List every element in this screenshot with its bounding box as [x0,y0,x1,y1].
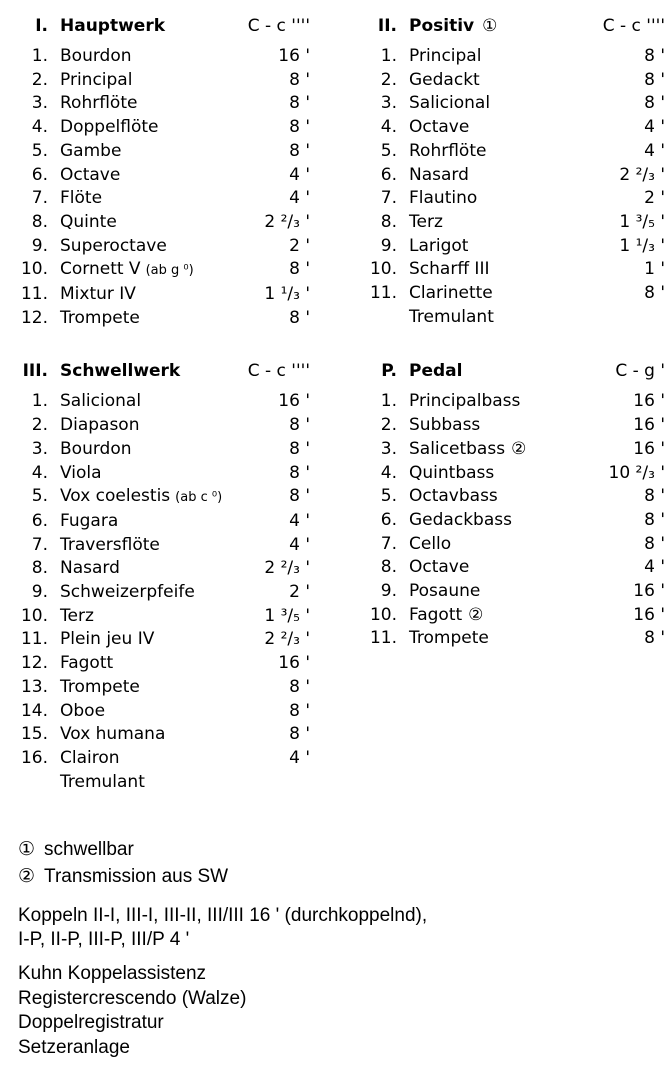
stop-pitch: 1 ¹/₃ ' [264,284,310,305]
stop-pitch: 2 ' [289,235,310,256]
circled-1-icon: ① [18,839,36,861]
stop-number: 2. [31,69,48,90]
stop-footnote-mark: ② [468,604,484,625]
stop-name: Salicional [60,391,142,412]
stop-pitch: 16 ' [278,653,310,674]
division-pedal [367,359,665,651]
stop-row [18,557,310,581]
stop-pitch: 8 ' [289,700,310,721]
division-name: Pedal [409,361,463,382]
division-schwellwerk [18,359,310,794]
stop-row [18,771,310,795]
footnote-text: schwellbar [44,839,134,861]
stop-name: Principalbass [409,391,521,412]
stop-number: 11. [369,283,397,304]
stop-name: Salicional [409,93,491,114]
stop-pitch: 16 ' [278,46,310,66]
stop-row [367,69,665,93]
stop-row [367,485,665,509]
stop-row [18,700,310,724]
stop-row [367,306,665,330]
stop-number: 8. [380,557,397,578]
feature-setzeranlage: Setzeranlage [18,1036,130,1058]
footnotes-block [18,836,665,890]
stop-number: 11. [20,629,48,650]
stop-row [18,581,310,605]
stop-number: 6. [31,164,48,185]
stop-pitch: 4 ' [289,534,310,555]
stop-number: 7. [31,534,48,555]
stop-number: 1. [380,46,397,66]
stop-row [18,747,310,771]
stop-row [18,283,310,307]
stop-name: Quinte [60,211,117,232]
stop-name: Posaune [409,581,481,602]
stop-row [18,534,310,558]
stop-name: Vox coelestis [60,486,171,507]
stop-name: Terz [60,605,94,626]
stop-number: 8. [380,211,397,232]
stop-number: 9. [31,235,48,256]
stop-number: 1. [31,391,48,412]
stop-pitch: 8 ' [289,140,310,161]
stop-pitch: 8 ' [289,69,310,90]
stop-number: 1. [380,391,397,412]
stop-number: 16. [20,747,48,768]
division-name: Schwellwerk [60,361,181,382]
stop-pitch: 8 ' [289,486,310,507]
stop-name: Principal [409,46,482,66]
stop-pitch: 1 ³/₅ ' [619,211,665,232]
stop-name: Trompete [409,628,489,649]
division-numeral: P. [381,361,397,382]
stop-row [367,627,665,651]
stop-number: 11. [20,284,48,305]
stop-pitch: 4 ' [289,510,310,531]
stop-number: 8. [31,211,48,232]
couplers-block [18,904,665,951]
division-numeral: III. [22,361,48,382]
stop-name: Octave [60,164,121,185]
stop-pitch: 8 ' [644,46,665,66]
stop-list [18,45,310,330]
stop-name: Scharff III [409,259,490,280]
stop-name: Salicetbass [409,438,506,459]
stop-number: 11. [369,628,397,649]
stop-row [367,116,665,140]
stop-name: Doppelflöte [60,117,159,138]
stop-pitch: 4 ' [289,188,310,209]
stop-pitch: 10 ²/₃ ' [608,462,665,483]
stop-row [367,556,665,580]
stop-number: 5. [31,486,48,507]
stop-number: 6. [380,164,397,185]
stop-row [367,462,665,486]
stop-pitch: 4 ' [289,747,310,768]
stop-name: Cornett V [60,259,141,280]
stop-pitch: 1 ¹/₃ ' [619,235,665,256]
division-compass: C - c '''' [247,361,310,382]
stop-number: 14. [20,700,48,721]
stop-pitch: 8 ' [289,307,310,328]
stop-name: Principal [60,69,133,90]
couplers-line-1: Koppeln II-I, III-I, III-II, III/III 16 ' (durchkoppelnd), [18,905,428,927]
division-header [18,359,310,383]
stop-pitch: 16 ' [633,581,665,602]
stop-number: 2. [31,415,48,436]
stop-pitch: 2 ²/₃ ' [619,164,665,185]
stop-pitch: 8 ' [289,259,310,280]
stop-number: 3. [380,438,397,459]
stop-row [18,45,310,69]
stop-pitch: 4 ' [644,557,665,578]
stop-name: Bourdon [60,438,132,459]
stop-row [18,92,310,116]
stop-name: Plein jeu IV [60,629,155,650]
stop-row [367,45,665,69]
stop-pitch: 1 ' [644,259,665,280]
stop-row [18,140,310,164]
stop-row [18,462,310,486]
stop-name: Terz [409,211,443,232]
stop-name: Fagott [60,653,114,674]
stop-pitch: 1 ³/₅ ' [264,605,310,626]
stop-name: Nasard [409,164,469,185]
stop-name: Mixtur IV [60,284,136,305]
division-header [367,14,665,38]
stop-row [367,282,665,306]
stop-pitch: 8 ' [644,93,665,114]
stop-pitch: 4 ' [289,164,310,185]
stop-name: Quintbass [409,462,495,483]
stop-name: Fugara [60,510,119,531]
stop-name: Superoctave [60,235,167,256]
features-block [18,962,665,1060]
stop-number: 1. [31,46,48,66]
stop-name: Flöte [60,188,103,209]
stop-number: 12. [20,653,48,674]
stop-number: 7. [31,188,48,209]
stop-row [18,390,310,414]
stop-name: Octave [409,557,470,578]
stop-row [367,92,665,116]
stop-name: Tremulant [60,771,145,792]
division-name: Hauptwerk [60,16,166,36]
stop-row [18,307,310,331]
division-numeral: I. [35,16,48,36]
stop-number: 9. [380,235,397,256]
stop-pitch: 8 ' [644,628,665,649]
stop-number: 4. [380,117,397,138]
stop-name: Diapason [60,415,140,436]
stop-row [18,69,310,93]
couplers-line-2: I-P, II-P, III-P, III/P 4 ' [18,928,190,950]
stop-number: 5. [380,140,397,161]
stop-number: 3. [380,93,397,114]
stop-pitch: 2 ' [289,582,310,603]
footnote-schwellbar [18,836,665,863]
stop-row [18,723,310,747]
stop-pitch: 8 ' [644,283,665,304]
stop-row [18,164,310,188]
stop-pitch: 8 ' [289,93,310,114]
stop-number: 10. [369,604,397,625]
stop-range-note: (ab g ⁰) [145,263,194,279]
stop-row [367,390,665,414]
feature-registercrescendo: Registercrescendo (Walze) [18,987,247,1009]
division-hauptwerk [18,14,310,330]
stop-number: 5. [380,486,397,507]
stop-list [367,45,665,329]
feature-koppelassistenz: Kuhn Koppelassistenz [18,963,207,985]
stop-row [18,485,310,510]
stop-number: 2. [380,69,397,90]
stop-name: Trompete [60,676,140,697]
stop-number: 15. [20,724,48,745]
stop-name: Rohrflöte [409,140,487,161]
stop-name: Bourdon [60,46,132,66]
division-numeral: II. [377,16,397,36]
stop-number: 5. [31,140,48,161]
stop-row [18,510,310,534]
stop-pitch: 4 ' [644,117,665,138]
stop-name: Octave [409,117,470,138]
stop-row [367,509,665,533]
stop-footnote-mark: ② [511,438,527,459]
stop-name: Subbass [409,415,481,436]
stop-pitch: 16 ' [633,415,665,436]
stop-number: 8. [31,558,48,579]
stop-pitch: 8 ' [289,117,310,138]
stop-number: 10. [20,259,48,280]
stop-number: 6. [31,510,48,531]
stop-pitch: 16 ' [278,391,310,412]
stop-pitch: 8 ' [644,486,665,507]
stop-pitch: 8 ' [289,438,310,459]
stop-number: 7. [380,188,397,209]
stop-row [18,235,310,259]
stop-row [18,676,310,700]
stop-row [367,414,665,438]
stop-number: 9. [31,582,48,603]
stop-number: 9. [380,581,397,602]
stop-pitch: 2 ' [644,188,665,209]
stop-number: 3. [31,93,48,114]
stop-name: Cello [409,533,452,554]
stop-name: Trompete [60,307,140,328]
footnote-transmission [18,863,665,890]
division-positiv [367,14,665,329]
stop-name: Flautino [409,188,478,209]
stop-name: Octavbass [409,486,498,507]
stop-name: Gedackt [409,69,480,90]
stop-pitch: 2 ²/₃ ' [264,558,310,579]
stop-name: Viola [60,462,102,483]
stop-row [367,604,665,628]
footnote-text: Transmission aus SW [44,866,229,888]
stop-name: Gambe [60,140,122,161]
stop-row [18,628,310,652]
stop-number: 4. [380,462,397,483]
stop-row [18,605,310,629]
stop-number: 6. [380,509,397,530]
stop-row [18,652,310,676]
stop-name: Rohrflöte [60,93,138,114]
stop-row [367,187,665,211]
stop-range-note: (ab c ⁰) [175,490,223,506]
stop-pitch: 16 ' [633,391,665,412]
stop-row [367,235,665,259]
stop-number: 7. [380,533,397,554]
division-compass: C - c '''' [602,16,665,36]
stop-name: Clarinette [409,283,493,304]
stop-pitch: 8 ' [289,462,310,483]
stop-name: Traversflöte [60,534,160,555]
stop-row [18,116,310,140]
stop-name: Vox humana [60,724,166,745]
stop-number: 3. [31,438,48,459]
stop-pitch: 8 ' [289,676,310,697]
stop-row [367,140,665,164]
stop-pitch: 8 ' [644,69,665,90]
stop-number: 4. [31,117,48,138]
stop-number: 12. [20,307,48,328]
stop-list [18,390,310,794]
stop-number: 2. [380,415,397,436]
stoplist-grid [18,14,665,794]
stop-number: 4. [31,462,48,483]
stop-pitch: 16 ' [633,438,665,459]
stop-pitch: 8 ' [289,724,310,745]
stop-pitch: 16 ' [633,604,665,625]
circled-2-icon: ② [18,866,36,888]
stop-name: Larigot [409,235,469,256]
stop-name: Fagott [409,604,463,625]
stop-row [367,533,665,557]
stop-number: 10. [369,259,397,280]
stop-row [18,438,310,462]
stop-row [367,211,665,235]
stop-name: Gedackbass [409,509,512,530]
stop-pitch: 2 ²/₃ ' [264,211,310,232]
stop-pitch: 2 ²/₃ ' [264,629,310,650]
stop-pitch: 8 ' [289,415,310,436]
stop-name: Nasard [60,558,120,579]
division-compass: C - g ' [615,361,665,382]
stop-row [18,414,310,438]
stop-row [18,258,310,283]
stop-row [367,164,665,188]
stop-pitch: 4 ' [644,140,665,161]
stop-number: 10. [20,605,48,626]
division-header [367,359,665,383]
stop-number: 13. [20,676,48,697]
stop-name: Schweizerpfeife [60,582,195,603]
stop-name: Tremulant [409,306,494,327]
stop-pitch: 8 ' [644,533,665,554]
division-compass: C - c '''' [247,16,310,36]
stop-row [18,211,310,235]
stop-row [367,438,665,462]
feature-doppelregistratur: Doppelregistratur [18,1012,164,1034]
stop-row [367,258,665,282]
division-name: Positiv [409,16,475,36]
division-footnote-mark: ① [482,16,498,36]
stop-name: Oboe [60,700,106,721]
stop-row [367,580,665,604]
stop-pitch: 8 ' [644,509,665,530]
stop-list [367,390,665,651]
stop-name: Clairon [60,747,120,768]
stop-row [18,187,310,211]
division-header [18,14,310,38]
